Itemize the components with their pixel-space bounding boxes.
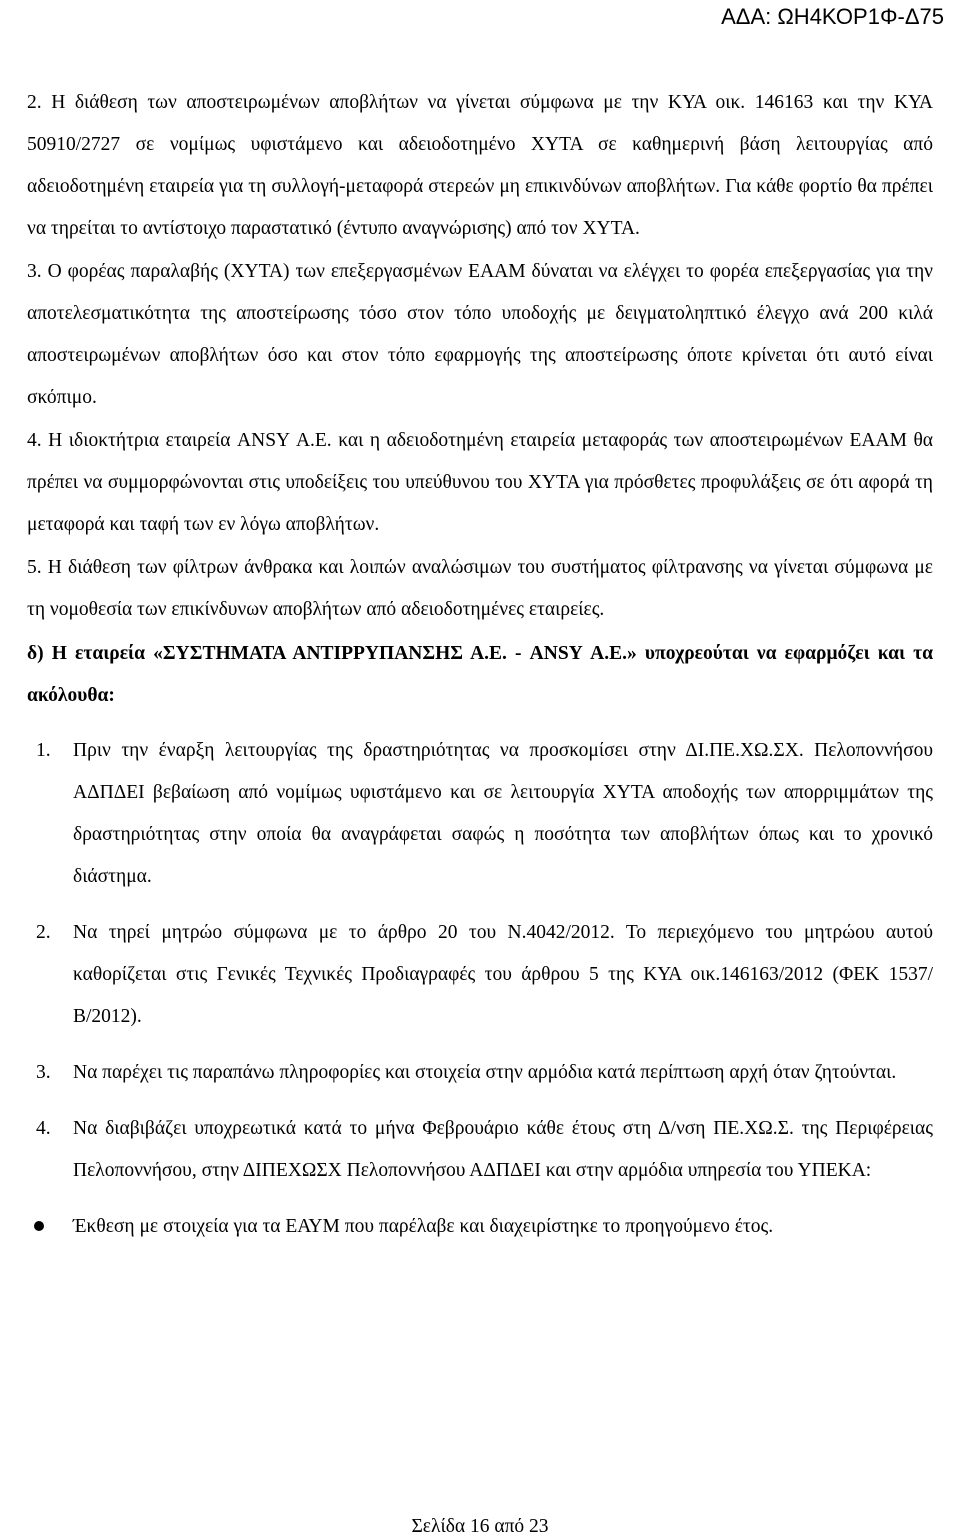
list-item-text: Να διαβιβάζει υποχρεωτικά κατά το μήνα Φεβρουάριο κάθε έτους στη Δ/νση ΠΕ.ΧΩ.Σ. της Περιφέρειας Πελοποννήσου, στην ΔΙΠΕΧΩΣΧ Πελοποννήσου ΑΔΠΔΕΙ και στην αρμόδια υπηρεσία του ΥΠΕΚΑ: — [73, 1118, 933, 1181]
list-item — [27, 1108, 933, 1192]
list-item — [27, 730, 933, 898]
bullet-list-item — [27, 1206, 933, 1248]
bullet-icon — [34, 1221, 44, 1231]
list-item-number: 1. — [36, 740, 51, 761]
list-item-text: Να παρέχει τις παραπάνω πληροφορίες και στοιχεία στην αρμόδια κατά περίπτωση αρχή όταν ζητούνται. — [73, 1062, 897, 1083]
list-item-number: 2. — [36, 922, 51, 943]
section-heading: δ) Η εταιρεία «ΣΥΣΤΗΜΑΤΑ ΑΝΤΙΡΡΥΠΑΝΣΗΣ Α.Ε. - ANSY Α.Ε.» υποχρεούται να εφαρμόζει και τα ακόλουθα: — [27, 643, 933, 706]
list-item-text: Να τηρεί μητρώο σύμφωνα με το άρθρο 20 του Ν.4042/2012. Το περιεχόμενο του μητρώου αυτού καθορίζεται στις Γενικές Τεχνικές Προδιαγραφές του άρθρου 5 της ΚΥΑ οικ.146163/2012 (ΦΕΚ 1537/Β/2012). — [73, 922, 933, 1027]
ada-identifier: ΑΔΑ: ΩΗ4ΚΟΡ1Φ-Δ75 — [721, 4, 944, 29]
paragraph-item-4: 4. Η ιδιοκτήτρια εταιρεία ANSY Α.Ε. και η αδειοδοτημένη εταιρεία μεταφοράς των αποστειρωμένων ΕΑΑΜ θα πρέπει να συμμορφώνονται στις υποδείξεις του υπεύθυνου του ΧΥΤΑ για πρόσθετες προφυλάξεις σε ότι αφορά τη μεταφορά και ταφή των εν λόγω αποβλήτων. — [27, 430, 933, 535]
paragraph-item-3: 3. Ο φορέας παραλαβής (ΧΥΤΑ) των επεξεργασμένων ΕΑΑΜ δύναται να ελέγχει το φορέα επεξεργασίας για την αποτελεσματικότητα της αποστείρωσης τόσο στον τόπο υποδοχής με δειγματοληπτικό έλεγχο ανά 200 κιλά αποστειρωμένων αποβλήτων όσο και στον τόπο εφαρμογής της αποστείρωσης όποτε κρίνεται ότι αυτό είναι σκόπιμο. — [27, 261, 933, 408]
list-item-number: 4. — [36, 1118, 51, 1139]
list-item-number: 3. — [36, 1062, 51, 1083]
obligations-list — [27, 730, 933, 1192]
paragraph-item-5: 5. Η διάθεση των φίλτρων άνθρακα και λοιπών αναλώσιμων του συστήματος φίλτρανσης να γίνεται σύμφωνα με τη νομοθεσία των επικίνδυνων αποβλήτων από αδειοδοτημένες εταιρείες. — [27, 557, 933, 620]
bullet-text: Έκθεση με στοιχεία για τα ΕΑΥΜ που παρέλαβε και διαχειρίστηκε το προηγούμενο έτος. — [73, 1216, 774, 1237]
paragraph-item-2: 2. Η διάθεση των αποστειρωμένων αποβλήτων να γίνεται σύμφωνα με την ΚΥΑ οικ. 146163 και την ΚΥΑ 50910/2727 σε νομίμως υφιστάμενο και αδειοδοτημένο ΧΥΤΑ σε καθημερινή βάση λειτουργίας από αδειοδοτημένη εταιρεία για τη συλλογή-μεταφορά στερεών μη επικινδύνων αποβλήτων. Για κάθε φορτίο θα πρέπει να τηρείται το αντίστοιχο παραστατικό (έντυπο αναγνώρισης) από τον ΧΥΤΑ. — [27, 92, 933, 239]
list-item — [27, 1052, 933, 1094]
page-footer: Σελίδα 16 από 23 — [411, 1516, 549, 1537]
list-item-text: Πριν την έναρξη λειτουργίας της δραστηριότητας να προσκομίσει στην ΔΙ.ΠΕ.ΧΩ.ΣΧ. Πελοποννήσου ΑΔΠΔΕΙ βεβαίωση από νομίμως υφιστάμενο και σε λειτουργία ΧΥΤΑ αποδοχής των απορριμμάτων της δραστηριότητας στην οποία θα αναγράφεται σαφώς η ποσότητα των αποβλήτων όπως και το χρονικό διάστημα. — [73, 740, 933, 887]
list-item — [27, 912, 933, 1038]
document-body — [27, 82, 933, 1248]
